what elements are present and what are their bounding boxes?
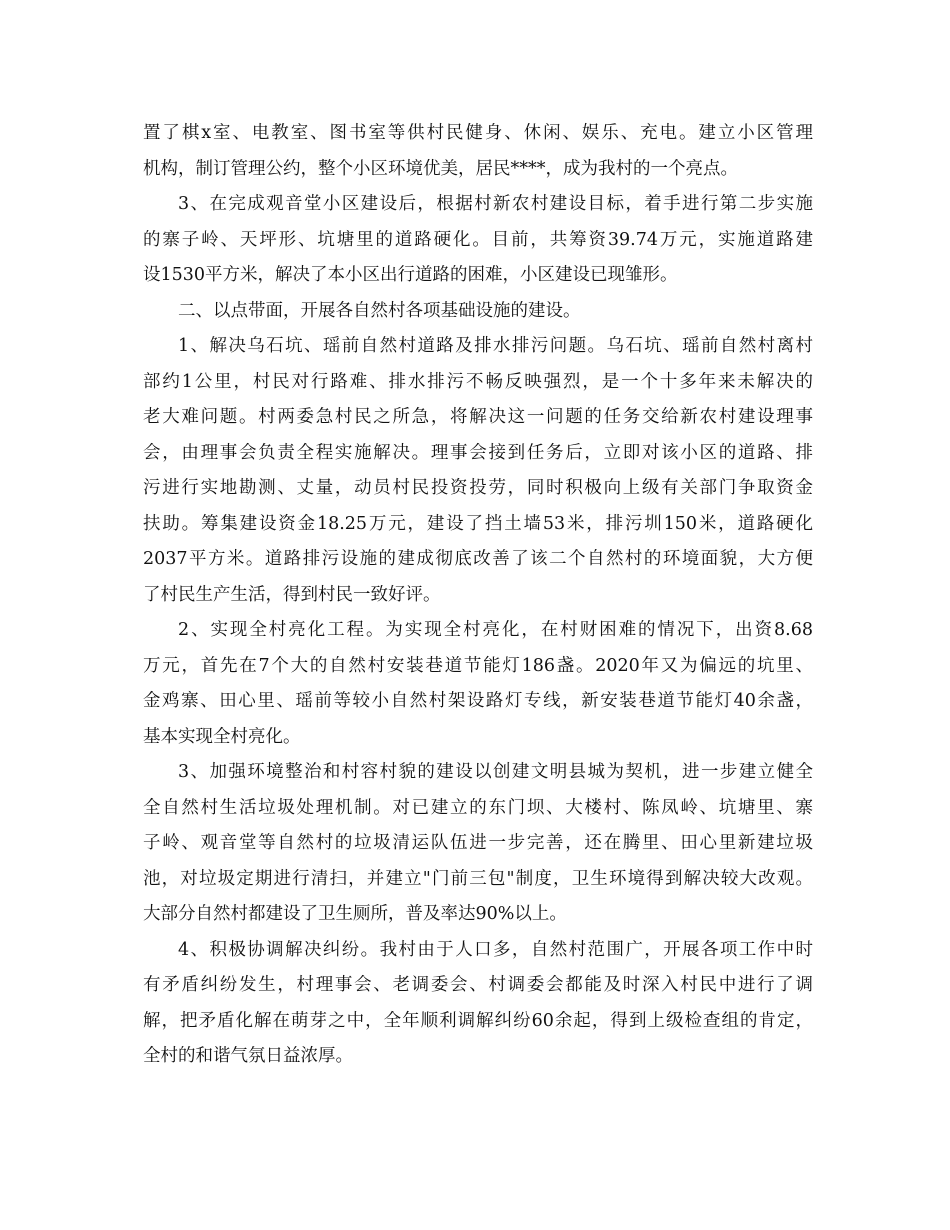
text-line: 大部分自然村都建设了卫生厕所，普及率达90%以上。 bbox=[143, 904, 567, 924]
text-line: 基本实现全村亮化。 bbox=[143, 726, 301, 747]
text-line: 全自然村生活垃圾处理机制。对已建立的东门坝、大楼村、陈凤岭、坑塘里、寨 bbox=[143, 797, 813, 818]
text-line: 池，对垃圾定期进行清扫，并建立"门前三包"制度，卫生环境得到解决较大改观。 bbox=[143, 868, 813, 889]
text-line: 金鸡寨、田心里、瑶前等较小自然村架设路灯专线，新安装巷道节能灯40余盏， bbox=[143, 691, 813, 711]
document-body bbox=[143, 116, 813, 1075]
text-line: 3、加强环境整治和村容村貌的建设以创建文明县城为契机，进一步建立健全 bbox=[178, 762, 813, 782]
text-line: 有矛盾纠纷发生，村理事会、老调委会、村调委会都能及时深入村民中进行了调 bbox=[143, 975, 813, 995]
text-line: 子岭、观音堂等自然村的垃圾清运队伍进一步完善，还在腾里、田心里新建垃圾 bbox=[143, 833, 813, 853]
text-line: 机构，制订管理公约，整个小区环境优美，居民****，成为我村的一个亮点。 bbox=[143, 158, 738, 179]
text-line: 扶助。筹集建设资金18.25万元，建设了挡土墙53米，排污圳150米，道路硬化 bbox=[143, 513, 813, 534]
text-line: 老大难问题。村两委急村民之所急，将解决这一问题的任务交给新农村建设理事 bbox=[143, 407, 813, 427]
text-line: 置了棋x室、电教室、图书室等供村民健身、休闲、娱乐、充电。建立小区管理 bbox=[143, 123, 813, 143]
text-line: 全村的和谐气氛日益浓厚。 bbox=[143, 1046, 353, 1066]
text-line: 的寨子岭、天坪形、坑塘里的道路硬化。目前，共筹资39.74万元，实施道路建 bbox=[143, 229, 813, 250]
text-line: 2、实现全村亮化工程。为实现全村亮化，在村财困难的情况下，出资8.68 bbox=[178, 620, 813, 640]
text-line: 设1530平方米，解决了本小区出行道路的困难，小区建设已现雏形。 bbox=[143, 265, 678, 285]
text-line: 4、积极协调解决纠纷。我村由于人口多，自然村范围广，开展各项工作中时 bbox=[178, 939, 813, 960]
text-line: 了村民生产生活，得到村民一致好评。 bbox=[143, 584, 441, 605]
text-line: 部约1公里，村民对行路难、排水排污不畅反映强烈，是一个十多年来未解决的 bbox=[143, 371, 813, 392]
text-line: 二、以点带面，开展各自然村各项基础设施的建设。 bbox=[178, 300, 581, 321]
text-line: 万元，首先在7个大的自然村安装巷道节能灯186盏。2020年又为偏远的坑里、 bbox=[143, 655, 813, 676]
text-line: 解，把矛盾化解在萌芽之中，全年顺利调解纠纷60余起，得到上级检查组的肯定， bbox=[143, 1010, 813, 1031]
text-line: 1、解决乌石坑、瑶前自然村道路及排水排污问题。乌石坑、瑶前自然村离村 bbox=[178, 336, 813, 356]
text-line: 2037平方米。道路排污设施的建成彻底改善了该二个自然村的环境面貌，大方便 bbox=[143, 549, 813, 569]
text-line: 污进行实地勘测、丈量，动员村民投资投劳，同时积极向上级有关部门争取资金 bbox=[143, 478, 813, 498]
text-line: 3、在完成观音堂小区建设后，根据村新农村建设目标，着手进行第二步实施 bbox=[178, 194, 813, 214]
text-line: 会，由理事会负责全程实施解决。理事会接到任务后，立即对该小区的道路、排 bbox=[143, 442, 813, 463]
